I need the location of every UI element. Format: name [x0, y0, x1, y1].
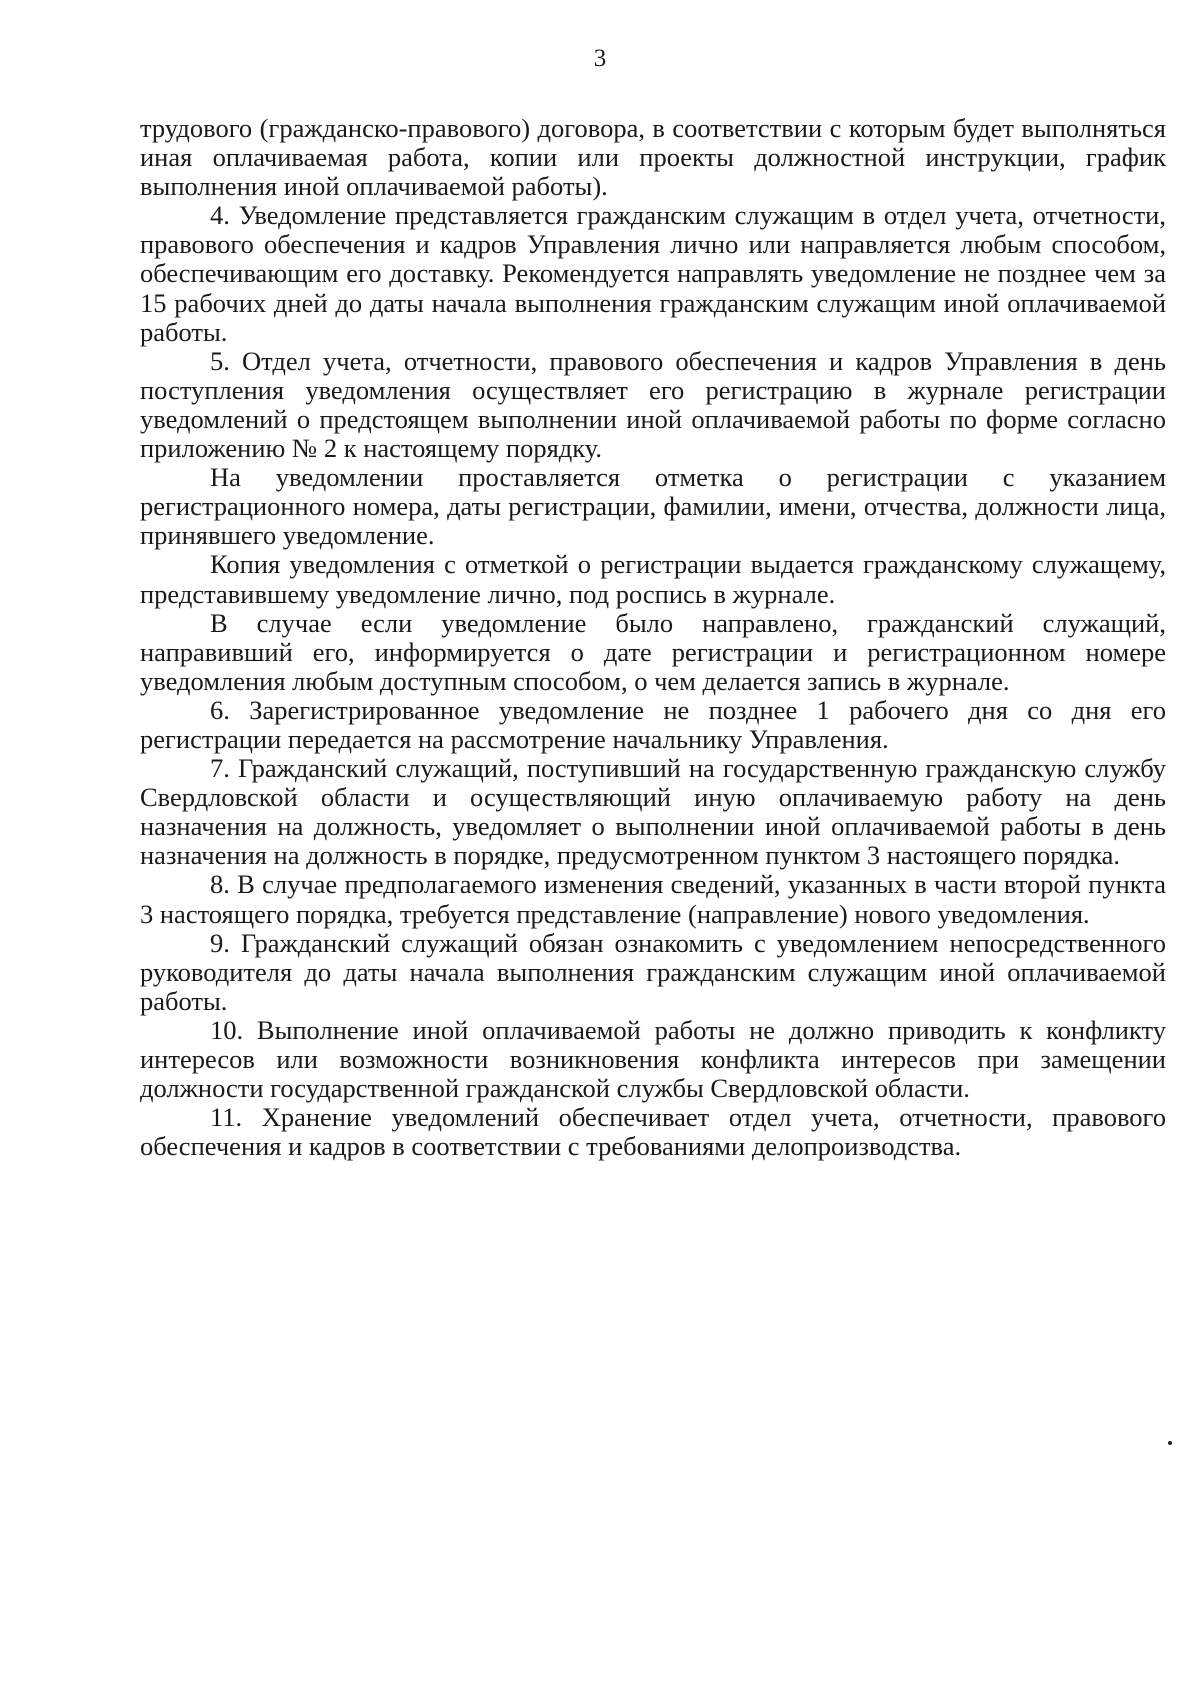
paragraph-registration-mark: На уведомлении проставляется отметка о регистрации с указанием регистрационного номера, даты регистрации, фамилии, имени, отчества, должности лица, принявшего уведомление.: [140, 462, 1166, 551]
paragraph-item-5: 5. Отдел учета, отчетности, правового обеспечения и кадров Управления в день поступления уведомления осуществляет его регистрацию в журнале регистрации уведомлений о предстоящем выполнении иной оплачиваемой работы по форме согласно приложению № 2 к настоящему порядку.: [140, 345, 1166, 464]
page-number: 3: [593, 45, 607, 72]
scan-speck: [1168, 1441, 1172, 1445]
paragraph-item-9: 9. Гражданский служащий обязан ознакомить с уведомлением непосредственного руководителя до даты начала выполнения гражданским служащим иной оплачиваемой работы.: [140, 927, 1166, 1016]
paragraph-item-8: 8. В случае предполагаемого изменения сведений, указанных в части второй пункта 3 настоящего порядка, требуется представление (направление) нового уведомления.: [140, 869, 1166, 929]
paragraph-item-4: 4. Уведомление представляется гражданским служащим в отдел учета, отчетности, правового обеспечения и кадров Управления лично или направляется любым способом, обеспечивающим его доставку. Рекомендуется направлять уведомление не позднее чем за 15 рабочих дней до даты начала выполнения гражданским служащим иной оплачиваемой работы.: [140, 200, 1166, 347]
paragraph-item-6: 6. Зарегистрированное уведомление не позднее 1 рабочего дня со дня его регистрации передается на рассмотрение начальнику Управления.: [140, 694, 1166, 754]
paragraph-continuation: трудового (гражданско-правового) договора, в соответствии с которым будет выполняться иная оплачиваемая работа, копии или проекты должностной инструкции, график выполнения иной оплачиваемой работы).: [140, 113, 1166, 202]
paragraph-item-11: 11. Хранение уведомлений обеспечивает отдел учета, отчетности, правового обеспечения и кадров в соответствии с требованиями делопроизводства.: [140, 1102, 1166, 1162]
paragraph-copy-issued: Копия уведомления с отметкой о регистрации выдается гражданскому служащему, представившему уведомление лично, под роспись в журнале.: [140, 549, 1166, 609]
document-body: [140, 114, 1166, 1161]
paragraph-item-10: 10. Выполнение иной оплачиваемой работы не должно приводить к конфликту интересов или возможности возникновения конфликта интересов при замещении должности государственной гражданской службы Свердловской области.: [140, 1014, 1166, 1104]
paragraph-item-7: 7. Гражданский служащий, поступивший на государственную гражданскую службу Свердловской области и осуществляющий иную оплачиваемую работу на день назначения на должность, уведомляет о выполнении иной оплачиваемой работы в день назначения на должность в порядке, предусмотренном пунктом 3 настоящего порядка.: [140, 753, 1166, 871]
paragraph-sent-notice: В случае если уведомление было направлено, гражданский служащий, направивший его, информируется о дате регистрации и регистрационном номере уведомления любым доступным способом, о чем делается запись в журнале.: [140, 607, 1166, 696]
